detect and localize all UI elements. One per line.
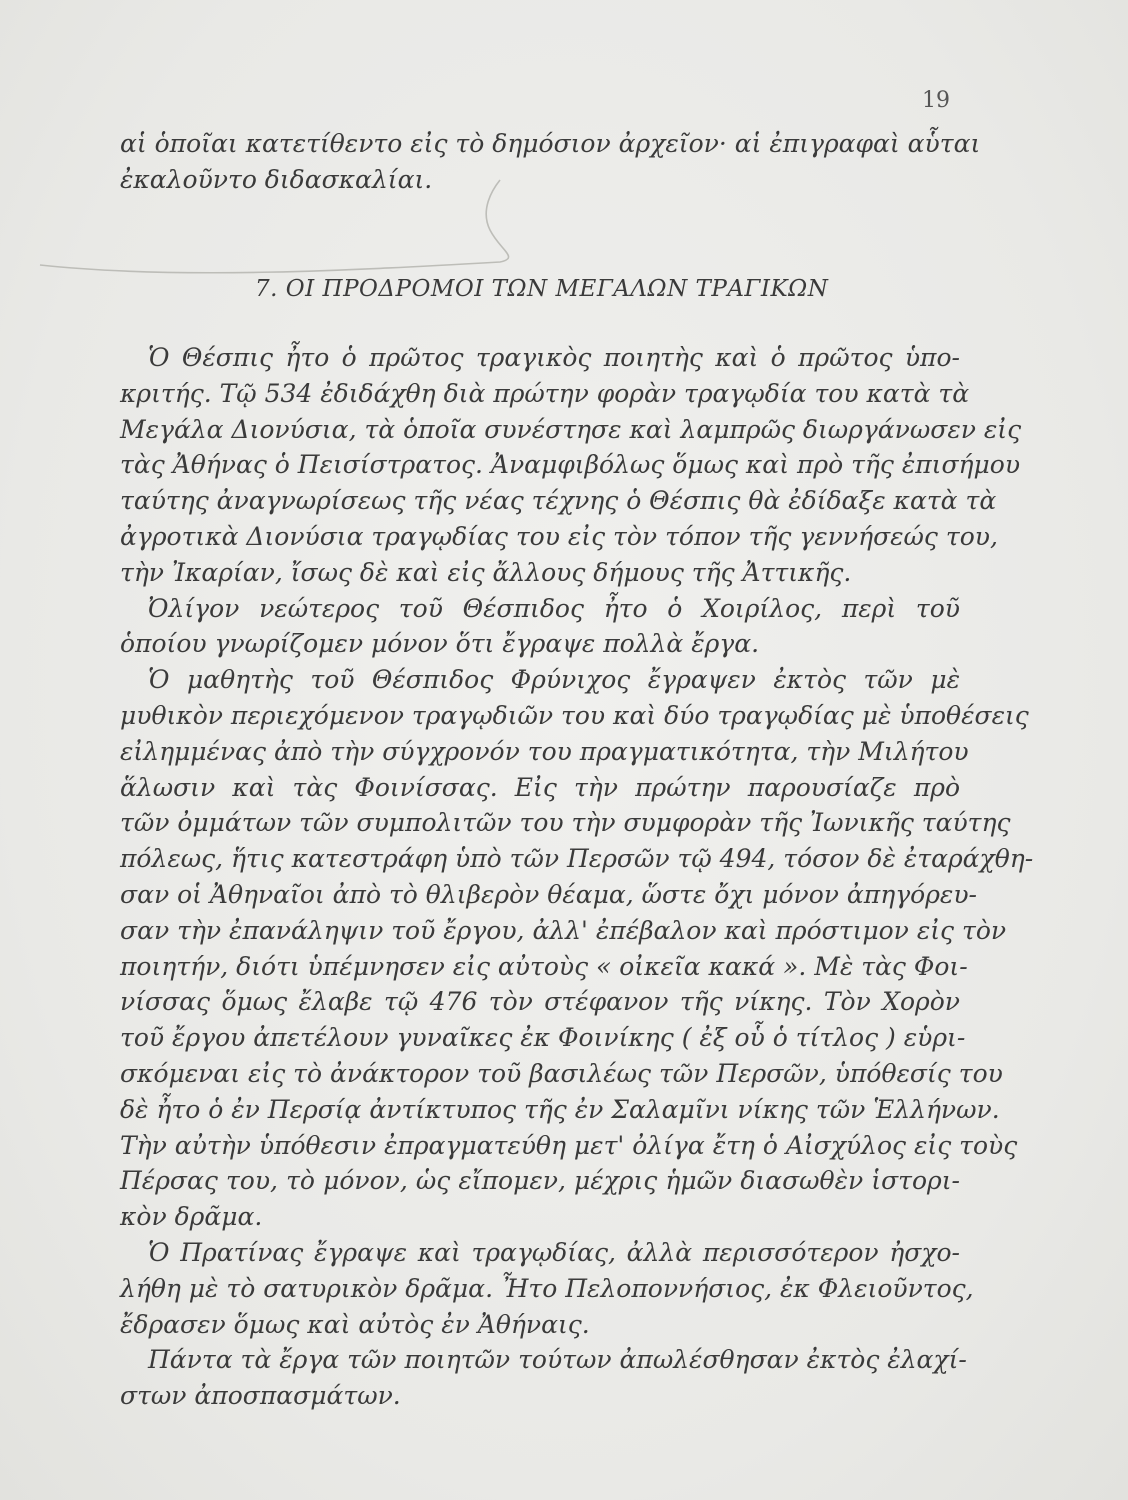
body-line	[120, 805, 1011, 841]
body-line	[120, 1020, 980, 1056]
body-line-text: μυθικὸν περιεχόμενον τραγῳδιῶν του καὶ δύο τραγῳδίας μὲ ὑποθέσεις	[120, 700, 1029, 730]
body-line-text: τὴν Ἰκαρίαν, ἴσως δὲ καὶ εἰς ἄλλους δήμους τῆς Ἀττικῆς.	[120, 557, 852, 587]
body-line-text: σκόμεναι εἰς τὸ ἀνάκτορον τοῦ βασιλέως τῶν Περσῶν, ὑπόθεσίς του	[120, 1058, 1003, 1088]
body-line	[120, 1199, 980, 1235]
body-line	[120, 662, 980, 698]
body-line-text: ποιητήν, διότι ὑπέμνησεν εἰς αὐτοὺς « οἰκεῖα κακά ». Μὲ τὰς Φοι-	[120, 951, 968, 981]
body-line	[120, 555, 980, 591]
body-line-text: Μεγάλα Διονύσια, τὰ ὁποῖα συνέστησε καὶ λαμπρῶς διωργάνωσεν εἰς	[120, 414, 1022, 444]
body-line-text: Ὀλίγον νεώτερος τοῦ Θέσπιδος ἦτο ὁ Χοιρίλος, περὶ τοῦ	[148, 593, 960, 623]
body-line	[120, 1342, 980, 1378]
body-line-text: λήθη μὲ τὸ σατυρικὸν δρᾶμα. Ἦτο Πελοποννήσιος, ἐκ Φλειοῦντος,	[120, 1273, 974, 1303]
body-line-text: ἀγροτικὰ Διονύσια τραγῳδίας του εἰς τὸν τόπον τῆς γεννήσεώς του,	[120, 521, 998, 551]
intro-line-text: αἱ ὁποῖαι κατετίθεντο εἰς τὸ δημόσιον ἀρχεῖον· αἱ ἐπιγραφαὶ αὗται	[120, 129, 981, 158]
body-line	[120, 1056, 1003, 1092]
body-line	[120, 1092, 1000, 1128]
intro-line-1	[120, 126, 980, 162]
body-line-text: Ὁ Πρατίνας ἔγραψε καὶ τραγῳδίας, ἀλλὰ περισσότερον ἠσχο-	[148, 1237, 960, 1267]
body-line	[120, 340, 980, 376]
body-line	[120, 984, 980, 1020]
body-line	[120, 841, 1034, 877]
body-line-text: τῶν ὀμμάτων τῶν συμπολιτῶν του τὴν συμφορὰν τῆς Ἰωνικῆς ταύτης	[120, 808, 1011, 838]
body-line	[120, 591, 980, 627]
body-line-text: νίσσας ὅμως ἔλαβε τῷ 476 τὸν στέφανον τῆς νίκης. Τὸν Χορὸν	[120, 987, 960, 1017]
body-line-text: Ὁ μαθητὴς τοῦ Θέσπιδος Φρύνιχος ἔγραψεν ἐκτὸς τῶν μὲ	[148, 665, 960, 695]
body-line-text: ταύτης ἀναγνωρίσεως τῆς νέας τέχνης ὁ Θέσπις θὰ ἐδίδαξε κατὰ τὰ	[120, 486, 997, 516]
body-line-text: ἅλωσιν καὶ τὰς Φοινίσσας. Εἰς τὴν πρώτην παρουσίαζε πρὸ	[120, 772, 960, 802]
body-line	[120, 698, 1029, 734]
body-line-text: ὁποίου γνωρίζομεν μόνον ὅτι ἔγραψε πολλὰ ἔργα.	[120, 629, 760, 659]
page-number: 19	[922, 88, 950, 113]
body-line	[120, 376, 980, 412]
body-line	[120, 1271, 980, 1307]
body-line	[120, 1128, 1018, 1164]
body-line	[120, 949, 980, 985]
body-line	[120, 1307, 980, 1343]
body-line-text: δὲ ἦτο ὁ ἐν Περσίᾳ ἀντίκτυπος τῆς ἐν Σαλαμῖνι νίκης τῶν Ἑλλήνων.	[120, 1094, 1000, 1124]
body-line-text: κὸν δρᾶμα.	[120, 1202, 263, 1232]
body-line-text: τοῦ ἔργου ἀπετέλουν γυναῖκες ἐκ Φοινίκης ( ἐξ οὗ ὁ τίτλος ) εὑρι-	[120, 1023, 966, 1053]
intro-text	[120, 126, 980, 198]
body-line-text: εἰλημμένας ἀπὸ τὴν σύγχρονόν του πραγματικότητα, τὴν Μιλήτου	[120, 736, 969, 766]
section-heading: 7. ΟΙ ΠΡΟΔΡΟΜΟΙ ΤΩΝ ΜΕΓΑΛΩΝ ΤΡΑΓΙΚΩΝ	[255, 276, 829, 302]
body-text	[120, 340, 1034, 1414]
body-line	[120, 877, 980, 913]
body-line	[120, 447, 1021, 483]
body-line	[120, 519, 998, 555]
body-line-text: Ὁ Θέσπις ἦτο ὁ πρῶτος τραγικὸς ποιητὴς καὶ ὁ πρῶτος ὑπο-	[148, 343, 960, 372]
body-line-text: Πάντα τὰ ἔργα τῶν ποιητῶν τούτων ἀπωλέσθησαν ἐκτὸς ἐλαχί-	[148, 1345, 967, 1375]
body-line-text: τὰς Ἀθήνας ὁ Πεισίστρατος. Ἀναμφιβόλως ὅμως καὶ πρὸ τῆς ἐπισήμου	[120, 450, 1021, 480]
intro-line-text: ἐκαλοῦντο διδασκαλίαι.	[120, 164, 433, 194]
body-line	[120, 913, 1007, 949]
body-line	[120, 1378, 980, 1414]
body-line	[120, 483, 997, 519]
body-line	[120, 734, 980, 770]
body-line	[120, 412, 1022, 448]
body-line-text: Τὴν αὐτὴν ὑπόθεσιν ἐπραγματεύθη μετ' ὀλίγα ἔτη ὁ Αἰσχύλος εἰς τοὺς	[120, 1130, 1018, 1160]
body-line-text: κριτής. Τῷ 534 ἐδιδάχθη διὰ πρώτην φορὰν τραγῳδία του κατὰ τὰ	[120, 378, 970, 408]
body-line	[120, 626, 980, 662]
body-line-text: σαν τὴν ἐπανάληψιν τοῦ ἔργου, ἀλλ' ἐπέβαλον καὶ πρόστιμον εἰς τὸν	[120, 915, 1007, 945]
body-line	[120, 770, 980, 806]
body-line-text: σαν οἱ Ἀθηναῖοι ἀπὸ τὸ θλιβερὸν θέαμα, ὥστε ὄχι μόνον ἀπηγόρευ-	[120, 879, 977, 909]
body-line-text: ἔδρασεν ὅμως καὶ αὐτὸς ἐν Ἀθήναις.	[120, 1309, 590, 1339]
body-line-text: στων ἀποσπασμάτων.	[120, 1381, 401, 1411]
body-line-text: Πέρσας του, τὸ μόνον, ὡς εἴπομεν, μέχρις ἡμῶν διασωθὲν ἱστορι-	[120, 1166, 960, 1196]
body-line	[120, 1235, 980, 1271]
body-line	[120, 1163, 980, 1199]
intro-line-2	[120, 162, 980, 198]
body-line-text: πόλεως, ἥτις κατεστράφη ὑπὸ τῶν Περσῶν τῷ 494, τόσον δὲ ἐταράχθη-	[120, 844, 1034, 874]
